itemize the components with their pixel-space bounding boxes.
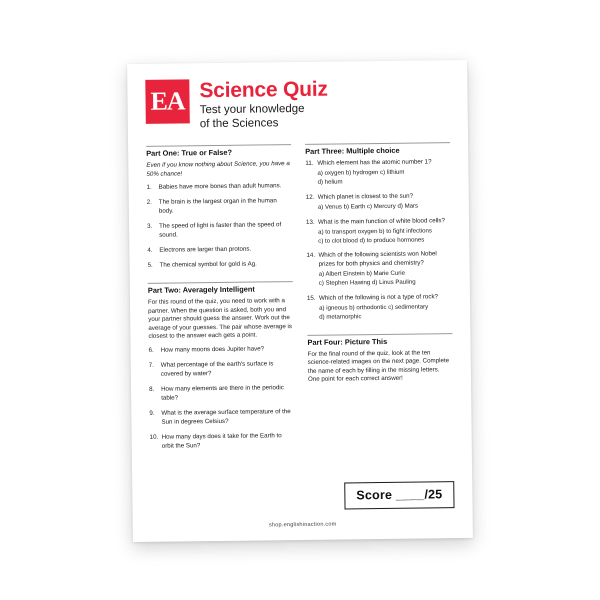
question-number: 15. [306, 294, 316, 302]
list-item [306, 217, 451, 246]
question-text: Which element has the atomic number 1? [317, 158, 432, 168]
list-item [149, 360, 294, 380]
answer-options: a) Albert Einstein b) Marie Curie c) Stephen Hawing d) Linus Pauling [318, 270, 416, 287]
question-text: Which of the following scientists won Nobel prizes for both physics and chemistry? [318, 250, 437, 269]
question-number: 7. [148, 361, 154, 369]
question-number: 11. [305, 160, 314, 168]
section-part-one [146, 145, 293, 272]
question-number: 3. [147, 223, 153, 231]
question-text: The brain is the largest organ in the human body. [158, 197, 277, 216]
page-subtitle-line-1: Test your knowledge [199, 103, 305, 117]
question-number: 2. [146, 199, 153, 207]
page-subtitle-line-2: of the Sciences [199, 117, 279, 131]
question-text: How many days does it take for the Earth to orbit the Sun? [161, 432, 282, 450]
question-number: 1. [146, 184, 152, 192]
list-item [148, 260, 293, 271]
section-title: Part Four: Picture This [307, 336, 388, 347]
section-part-four [307, 333, 453, 385]
question-text: Electrons are larger than protons. [159, 245, 252, 255]
question-number: 13. [305, 218, 315, 226]
brand-logo [145, 79, 190, 124]
question-number: 4. [147, 247, 153, 255]
section-part-two [148, 281, 295, 451]
section-title: Part One: True or False? [146, 148, 233, 159]
column-left [146, 145, 295, 458]
question-number: 10. [149, 433, 159, 441]
section-divider [146, 145, 291, 148]
answer-options: a) to transport oxygen b) to fight infections c) to clot blood d) to produce hormones [318, 227, 433, 245]
worksheet-header [145, 76, 450, 132]
question-number: 9. [149, 409, 155, 417]
question-text: The chemical symbol for gold is Ag. [159, 260, 257, 270]
list-item [150, 432, 295, 452]
question-number: 14. [306, 252, 316, 260]
answer-options: a) oxygen b) hydrogen c) lithium d) helium [317, 169, 405, 186]
list-item [307, 293, 452, 322]
question-list [305, 158, 452, 322]
score-box[interactable]: Score ____/25 [344, 481, 454, 509]
title-block [199, 78, 328, 132]
question-text: How many moons does Jupiter have? [160, 345, 265, 354]
footer-url: shop.englishinaction.com [268, 521, 337, 529]
question-number: 6. [148, 346, 154, 354]
list-item [149, 345, 294, 356]
question-number: 12. [305, 193, 315, 201]
question-text: Which planet is closest to the sun? [317, 192, 414, 201]
list-item [147, 221, 292, 241]
section-intro: For this round of the quiz, you need to work with a partner. When the question is asked, both you and your partner should guess the answer. Work out the average of your guesses. The pair whose average is closest to the answer each gets a point. [147, 297, 293, 341]
section-intro: For the final round of the quiz, look at the ten science-related images on the next page. Complete the name of each by filling in the missing letters. One point for each correct answer! [307, 348, 450, 384]
answer-options: a) igneous b) orthodontic c) sedimentary d) metamorphic [319, 303, 429, 321]
section-intro: Even if you know nothing about Science, you have a 50% chance! [146, 160, 290, 178]
question-list [147, 183, 293, 272]
list-item [149, 384, 294, 404]
list-item [149, 408, 294, 428]
score-area [344, 481, 454, 509]
worksheet-columns [146, 143, 454, 458]
question-text: Babies have more bones than adult humans. [158, 182, 282, 192]
question-text: What is the average surface temperature of the Sun in degrees Celsius? [161, 407, 291, 426]
list-item [305, 158, 450, 187]
section-divider [305, 143, 450, 146]
list-item [147, 183, 292, 194]
question-text: The speed of light is faster than the speed of sound. [159, 221, 282, 240]
section-title: Part Three: Multiple choice [305, 146, 400, 157]
answer-options: a) Venus b) Earth c) Mercury d) Mars [317, 202, 419, 211]
quiz-worksheet-page [127, 60, 473, 542]
question-text: How many elements are there in the periodic table? [161, 384, 284, 402]
list-item [147, 197, 292, 217]
section-part-three [305, 143, 452, 323]
question-list [149, 345, 295, 452]
section-title: Part Two: Averagely Intelligent [147, 284, 255, 296]
question-text: What percentage of the earth's surface is covered by water? [160, 360, 274, 378]
page-subtitle [200, 102, 329, 132]
list-item [147, 245, 292, 256]
question-text: Which of the following is not a type of rock? [318, 293, 439, 302]
question-number: 8. [149, 385, 155, 393]
list-item [306, 251, 451, 289]
list-item [306, 192, 451, 213]
page-title: Science Quiz [199, 77, 328, 103]
column-right [305, 143, 454, 456]
question-text: What is the main function of white blood cells? [317, 216, 445, 226]
question-number: 5. [147, 262, 153, 270]
logo-monogram-icon: EA [150, 86, 185, 116]
